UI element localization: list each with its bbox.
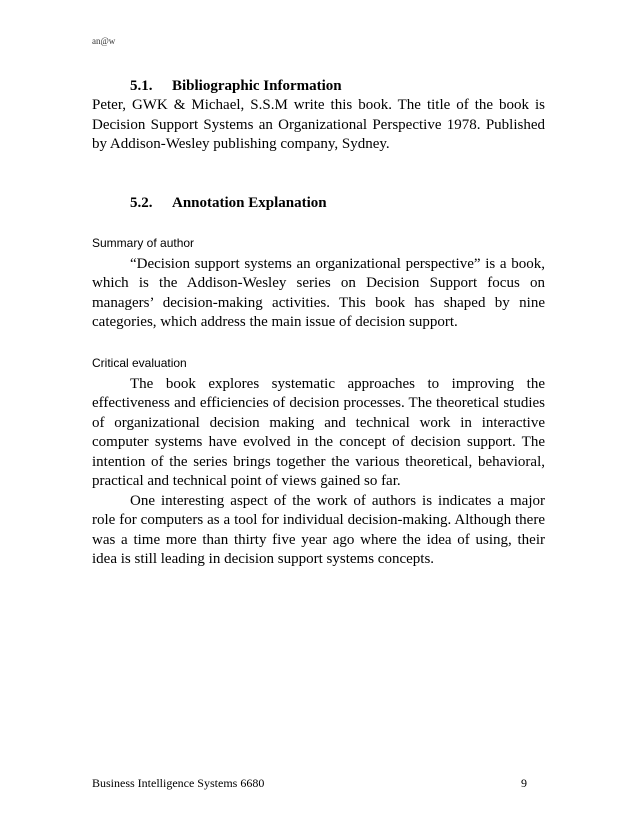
section-title: Annotation Explanation [172,194,327,211]
summary-label: Summary of author [92,235,195,250]
page-number: 9 [521,776,527,790]
critical-paragraph-2: One interesting aspect of the work of authors is indicates a major role for computers as a tool for individual decision-making. Although there was a time more than thirty five year ago where the idea of using, their idea is still leading in decision support systems concepts. [92,492,545,567]
critical-paragraph-1: The book explores systematic approaches to improving the effectiveness and efficiencies of decision processes. The theoretical studies of organizational decision making and technical work in interactive computer systems have evolved in the concept of decision support. The intention of the series brings together the various theoretical, behavioral, practical and technical point of views gained so far. [92,375,545,489]
footer-course: Business Intelligence Systems 6680 [92,776,265,790]
header-mark: an@w [92,36,116,46]
section-number: 5.1. [130,78,153,94]
critical-evaluation-label: Critical evaluation [92,355,187,370]
section-number: 5.2. [130,194,153,211]
section-heading-bibliographic [130,76,545,96]
section-title: Bibliographic Information [172,78,342,94]
section-heading-annotation [130,193,545,213]
summary-paragraph: “Decision support systems an organizational perspective” is a book, which is the Addison-Wesley series on Decision Support focus on managers’ decision-making activities. This book has shaped by nine categories, which address the main issue of decision support. [92,255,545,330]
page-content [92,76,545,570]
bibliographic-paragraph: Peter, GWK & Michael, S.S.M write this book. The title of the book is Decision Support Systems an Organizational Perspective 1978. Published by Addison-Wesley publishing company, Sydney. [92,97,545,152]
